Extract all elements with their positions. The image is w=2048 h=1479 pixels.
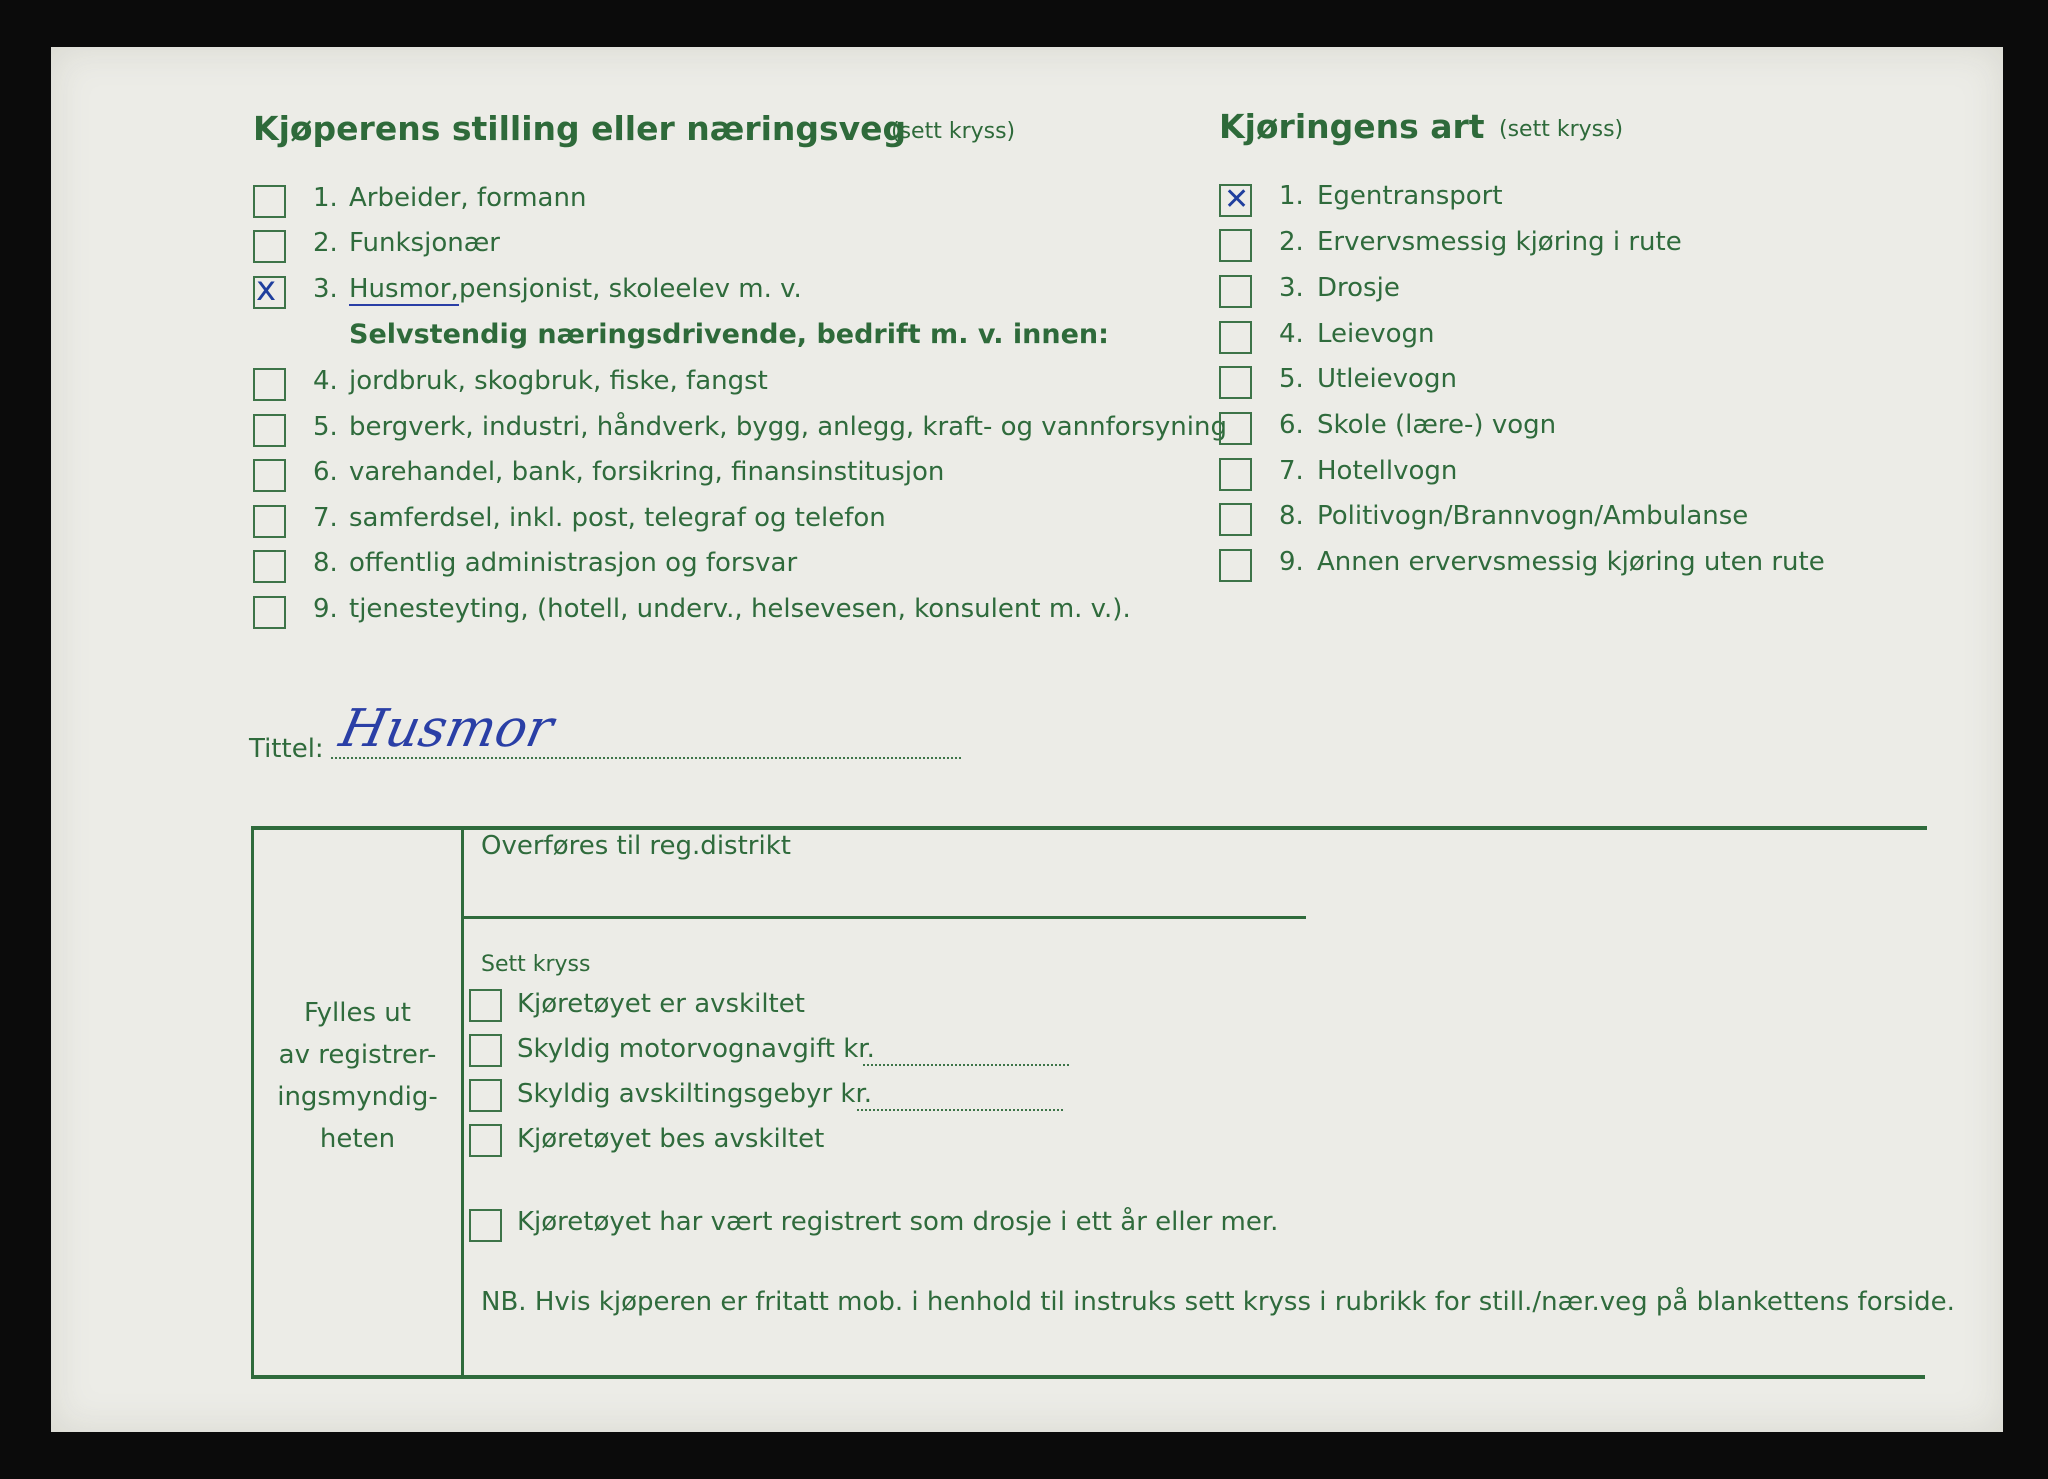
bes-avskiltet-label: Kjøretøyet bes avskiltet <box>517 1124 825 1154</box>
check-mark: x <box>256 269 277 309</box>
checkbox-avskiltingsgebyr[interactable] <box>469 1079 502 1112</box>
checkbox-occupation-8[interactable] <box>253 550 286 583</box>
trip-3-label: Drosje <box>1317 273 1400 303</box>
trip-7-num: 7. <box>1279 456 1304 486</box>
show-through-text <box>1056 227 1067 267</box>
checkbox-trip-6[interactable] <box>1219 412 1252 445</box>
checkbox-occupation-9[interactable] <box>253 596 286 629</box>
occupation-3-num: 3. <box>313 274 338 304</box>
checkbox-trip-7[interactable] <box>1219 458 1252 491</box>
checkbox-trip-1[interactable] <box>1219 184 1252 217</box>
tittel-handwritten-value[interactable]: Husmor <box>334 699 559 759</box>
occupation-3-label: pensjonist, skoleelev m. v. <box>459 274 802 304</box>
checkbox-occupation-2[interactable] <box>253 230 286 263</box>
drosje-ett-ar-label: Kjøretøyet har vært registrert som drosje i ett år eller mer. <box>517 1207 1279 1237</box>
trip-1-num: 1. <box>1279 181 1304 211</box>
occupation-7-num: 7. <box>313 503 338 533</box>
trip-2-num: 2. <box>1279 227 1304 257</box>
checkbox-occupation-4[interactable] <box>253 368 286 401</box>
occupation-1-num: 1. <box>313 183 338 213</box>
avskiltingsgebyr-amount-field[interactable] <box>857 1109 1063 1111</box>
form-sheet <box>51 47 2003 1432</box>
checkbox-avskiltet[interactable] <box>469 989 502 1022</box>
occupation-9-label: tjenesteyting, (hotell, underv., helsevesen, konsulent m. v.). <box>349 594 1131 624</box>
occupation-9-num: 9. <box>313 594 338 624</box>
trip-3-num: 3. <box>1279 273 1304 303</box>
trip-8-label: Politivogn/Brannvogn/Ambulanse <box>1317 501 1749 531</box>
avskiltingsgebyr-label: Skyldig avskiltingsgebyr kr. <box>517 1079 873 1109</box>
side-label-line-3: ingsmyndig- <box>277 1082 438 1112</box>
occupation-6-num: 6. <box>313 457 338 487</box>
occupation-4-num: 4. <box>313 366 338 396</box>
checkbox-occupation-7[interactable] <box>253 505 286 538</box>
registry-side-label <box>254 992 461 1160</box>
occupation-8-num: 8. <box>313 548 338 578</box>
side-label-line-2: av registrer- <box>278 1040 437 1070</box>
right-section-note: (sett kryss) <box>1499 117 1624 142</box>
self-employed-subheading: Selvstendig næringsdrivende, bedrift m. v. innen: <box>349 319 1109 350</box>
checkbox-drosje-ett-ar[interactable] <box>469 1209 502 1242</box>
trip-5-label: Utleievogn <box>1317 364 1457 394</box>
left-section-title: Kjøperens stilling eller næringsveg <box>253 109 907 148</box>
checkbox-trip-3[interactable] <box>1219 275 1252 308</box>
trip-6-label: Skole (lære-) vogn <box>1317 410 1557 440</box>
motorvognavgift-amount-field[interactable] <box>863 1064 1069 1066</box>
registry-bottom-rule <box>251 1375 1925 1379</box>
occupation-5-num: 5. <box>313 412 338 442</box>
occupation-2-label: Funksjonær <box>349 228 500 258</box>
occupation-7-label: samferdsel, inkl. post, telegraf og telefon <box>349 503 886 533</box>
avskiltet-label: Kjøretøyet er avskiltet <box>517 989 805 1019</box>
occupation-2-num: 2. <box>313 228 338 258</box>
trip-1-label: Egentransport <box>1317 181 1503 211</box>
registry-divider <box>461 826 464 1379</box>
trip-9-num: 9. <box>1279 547 1304 577</box>
trip-7-label: Hotellvogn <box>1317 456 1458 486</box>
trip-6-num: 6. <box>1279 410 1304 440</box>
transfer-district-label: Overføres til reg.distrikt <box>481 831 791 861</box>
tittel-label: Tittel: <box>249 734 324 764</box>
right-section-title: Kjøringens art <box>1219 107 1485 146</box>
occupation-8-label: offentlig administrasjon og forsvar <box>349 548 798 578</box>
trip-4-label: Leievogn <box>1317 319 1435 349</box>
checkbox-trip-5[interactable] <box>1219 366 1252 399</box>
nb-note: NB. Hvis kjøperen er fritatt mob. i henhold til instruks sett kryss i rubrikk for still./nær.veg på blankettens forside. <box>481 1287 1955 1317</box>
side-label-line-1: Fylles ut <box>304 998 411 1028</box>
occupation-6-label: varehandel, bank, forsikring, finansinstitusjon <box>349 457 945 487</box>
trip-8-num: 8. <box>1279 501 1304 531</box>
occupation-4-label: jordbruk, skogbruk, fiske, fangst <box>349 366 768 396</box>
occupation-5-label: bergverk, industri, håndverk, bygg, anlegg, kraft- og vannforsyning <box>349 412 1227 442</box>
trip-5-num: 5. <box>1279 364 1304 394</box>
checkbox-occupation-3[interactable] <box>253 269 286 309</box>
checkbox-motorvognavgift[interactable] <box>469 1034 502 1067</box>
checkbox-trip-4[interactable] <box>1219 321 1252 354</box>
motorvognavgift-label: Skyldig motorvognavgift kr. <box>517 1034 875 1064</box>
checkbox-trip-2[interactable] <box>1219 229 1252 262</box>
trip-4-num: 4. <box>1279 319 1304 349</box>
occupation-3-label-underlined: Husmor, <box>349 274 459 304</box>
checkbox-occupation-5[interactable] <box>253 414 286 447</box>
checkbox-occupation-6[interactable] <box>253 459 286 492</box>
trip-9-label: Annen ervervsmessig kjøring uten rute <box>1317 547 1825 577</box>
checkbox-occupation-1[interactable] <box>253 185 286 218</box>
registry-top-rule <box>251 826 1927 830</box>
side-label-line-4: heten <box>319 1124 396 1154</box>
check-mark: ✕ <box>1224 182 1250 217</box>
sett-kryss-label: Sett kryss <box>481 952 591 977</box>
trip-2-label: Ervervsmessig kjøring i rute <box>1317 227 1682 257</box>
occupation-1-label: Arbeider, formann <box>349 183 587 213</box>
transfer-rule <box>461 916 1306 919</box>
checkbox-bes-avskiltet[interactable] <box>469 1124 502 1157</box>
left-section-note: (sett kryss) <box>891 119 1016 144</box>
checkbox-trip-8[interactable] <box>1219 503 1252 536</box>
checkbox-trip-9[interactable] <box>1219 549 1252 582</box>
